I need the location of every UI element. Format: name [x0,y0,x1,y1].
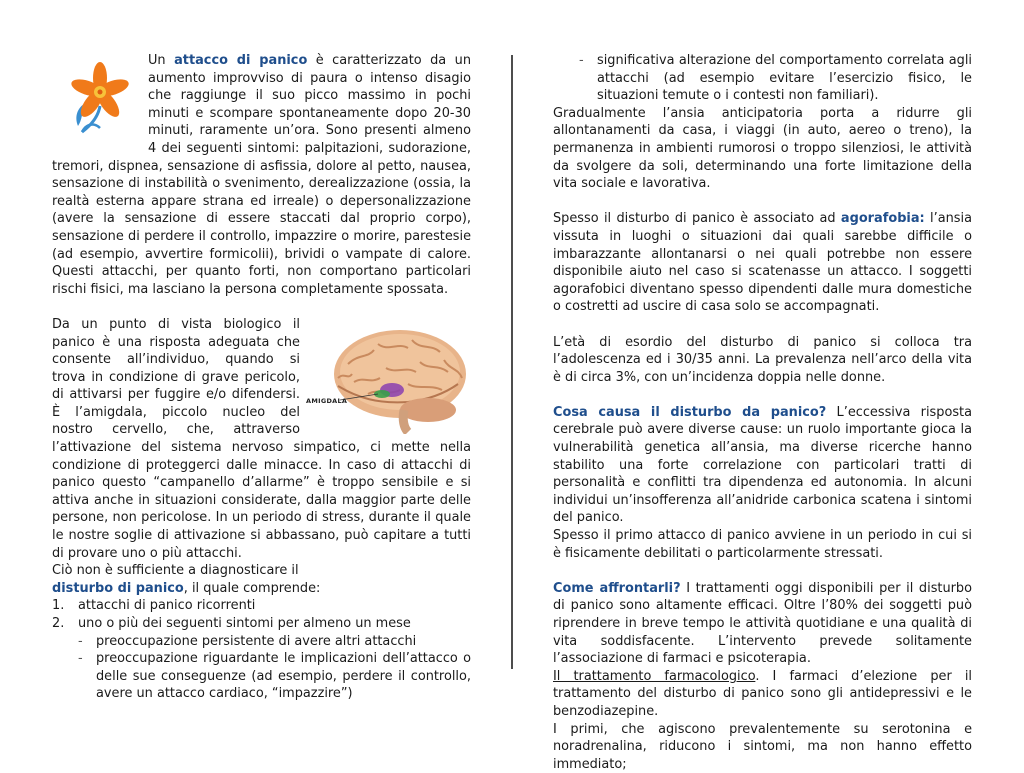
brain-illustration [308,324,471,434]
list-number: 1. [52,598,65,614]
cause-paragraph [553,404,972,562]
cope-text-2: . I farmaci d’elezione per il trattamento del disturbo di panico sono gli antidepressivi e le benzodiazepine. [553,668,972,719]
bio-paragraph [52,316,471,598]
intro-text-1: Un [148,53,175,68]
treatment-paragraph [553,580,972,773]
attacco-di-panico-term: attacco di panico [174,53,308,68]
age-paragraph: L’età di esordio del disturbo di panico si colloca tra l’adolescenza ed i 30/35 anni. La prevalenza nell’arco della vita è di circa 3%, con un’incidenza doppia nelle donne. [553,334,972,385]
cause-text-2: Spesso il primo attacco di panico avviene in un periodo in cui si è fisicamente debilitati o particolarmente stressati. [553,528,972,561]
sublist-item [52,650,471,703]
symptom-sublist [52,633,471,703]
sublist-item-text: preoccupazione persistente di avere altri attacchi [96,633,417,649]
right-column [553,52,972,773]
cope-heading: Come affrontarli? [553,580,681,596]
bio-text: Da un punto di vista biologico il panico è una risposta adeguata che consente all’individuo, quando si trova in condizione di grave pericolo, di attivarsi per fuggire e/o difendersi. È l’amigdala, piccolo nucleo del nostro cervello, che, attraverso l’attivazione del sistema nervoso simpatico, ci mette nella condizione di proteggerci dalle minacce. In caso di attacchi di panico questo “campanello d’allarme” è troppo sensibile e si attiva anche in situazioni considerate, dalla maggior parte delle persone, non pericolose. In un periodo di stress, durante il quale le nostre soglie di attivazione si abbassano, può capitare a tutti di provare uno o più attacchi. [52,316,471,561]
dash-bullet: - [579,53,584,68]
sublist-item [553,52,972,105]
disturbo-di-panico-term: disturbo di panico [52,580,184,596]
cause-heading: Cosa causa il disturbo da panico? [553,404,827,420]
list-item [52,615,471,633]
intro-paragraph [52,52,471,298]
sublist-item-text: preoccupazione riguardante le implicazioni dell’attacco o delle sue conseguenze (ad esempio, perdere il controllo, avere un attacco cardiaco, “impazzire”) [96,651,471,702]
list-item-text: attacchi di panico ricorrenti [78,598,256,614]
criteria-list [52,597,471,632]
agora-text-1: Spesso il disturbo di panico è associato ad [553,211,841,227]
cope-text-1: I trattamenti oggi disponibili per il disturbo di panico sono altamente efficaci. Oltre l’80% dei soggetti può riprendere in breve tempo le attività quotidiane e una qualità di vita soddisfacente. L’intervento prevede solitamente l’associazione di farmaci e psicoterapia. [553,580,973,667]
list-item-text: uno o più dei seguenti sintomi per almeno un mese [78,616,411,631]
amigdala-label: AMIGDALA [306,396,348,405]
cause-text-1: L’eccessiva risposta cerebrale può avere diverse cause: un ruolo importante gioca la vulnerabilità genetica all’ansia, ma diverse ricerche hanno stabilito una forte correlazione con particolari tratti di personalità e conflitti tra dipendenza ed autonomia. In alcuni individui un’insofferenza all’anidride carbonica scatena i sintomi del panico. [553,404,973,526]
agoraphobia-paragraph [553,210,972,316]
cope-text-3: I primi, che agiscono prevalentemente su serotonina e noradrenalina, riducono i sintomi, ma non hanno effetto immediato; [553,721,972,772]
diagnosis-text-1: Ciò non è sufficiente a diagnosticare il [52,563,299,579]
flower-logo [60,56,140,140]
dash-bullet: - [78,651,83,667]
intro-text-2: è caratterizzato da un aumento improvviso di paura o intenso disagio che raggiunge il suo picco massimo in pochi minuti e scompare spontaneamente dopo 20-30 minuti, raramente un’ora. Sono presenti almeno 4 dei seguenti sintomi: palpitazioni, sudorazione, tremori, dispnea, sensazione di asfissia, dolore al petto, nausea, sensazione di instabilità o svenimento, derealizzazione (ossia, la realtà esterna appare strana ed irreale) o depersonalizzazione (avere la sensazione di essere staccati dal proprio corpo), sensazione di perdere il controllo, impazzire o morire, parestesie (ad esempio, avvertire formicolii), brividi o vampate di calore. Questi attacchi, per quanto forti, non comportano particolari rischi fisici, ma lasciano la persona completamente spossata. [52,53,471,297]
brain-image [308,324,471,434]
diagnosis-text-2: , il quale comprende: [183,580,321,596]
list-number: 2. [52,616,65,631]
dash-bullet: - [78,633,83,649]
sublist-item [52,633,471,651]
left-column [52,52,471,703]
agora-text-2: l’ansia vissuta in luoghi o situazioni dai quali sarebbe difficile o imbarazzante allontanarsi o nei quali potrebbe non essere disponibile aiuto nel caso si scatenasse un attacco. I soggetti agorafobici diventano spesso dipendenti dalle mura domestiche o costretti ad uscire di casa solo se accompagnati. [553,211,972,315]
pharmacological-treatment-heading: Il trattamento farmacologico [553,668,756,684]
anticipatory-paragraph: Gradualmente l’ansia anticipatoria porta a ridurre gli allontanamenti da casa, i viaggi (in auto, aereo o treno), la permanenza in ambienti rumorosi o troppo silenziosi, le attività da svolgere da soli, determinando una forte limitazione della vita sociale e lavorativa. [553,105,972,192]
sublist-item-text: significativa alterazione del comportamento correlata agli attacchi (ad esempio evitare l’esercizio fisico, le situazioni temute o i contesti non familiari). [597,53,972,104]
agorafobia-term: agorafobia: [840,211,925,227]
continued-sublist [553,52,972,105]
list-item [52,597,471,615]
column-divider [511,55,513,669]
